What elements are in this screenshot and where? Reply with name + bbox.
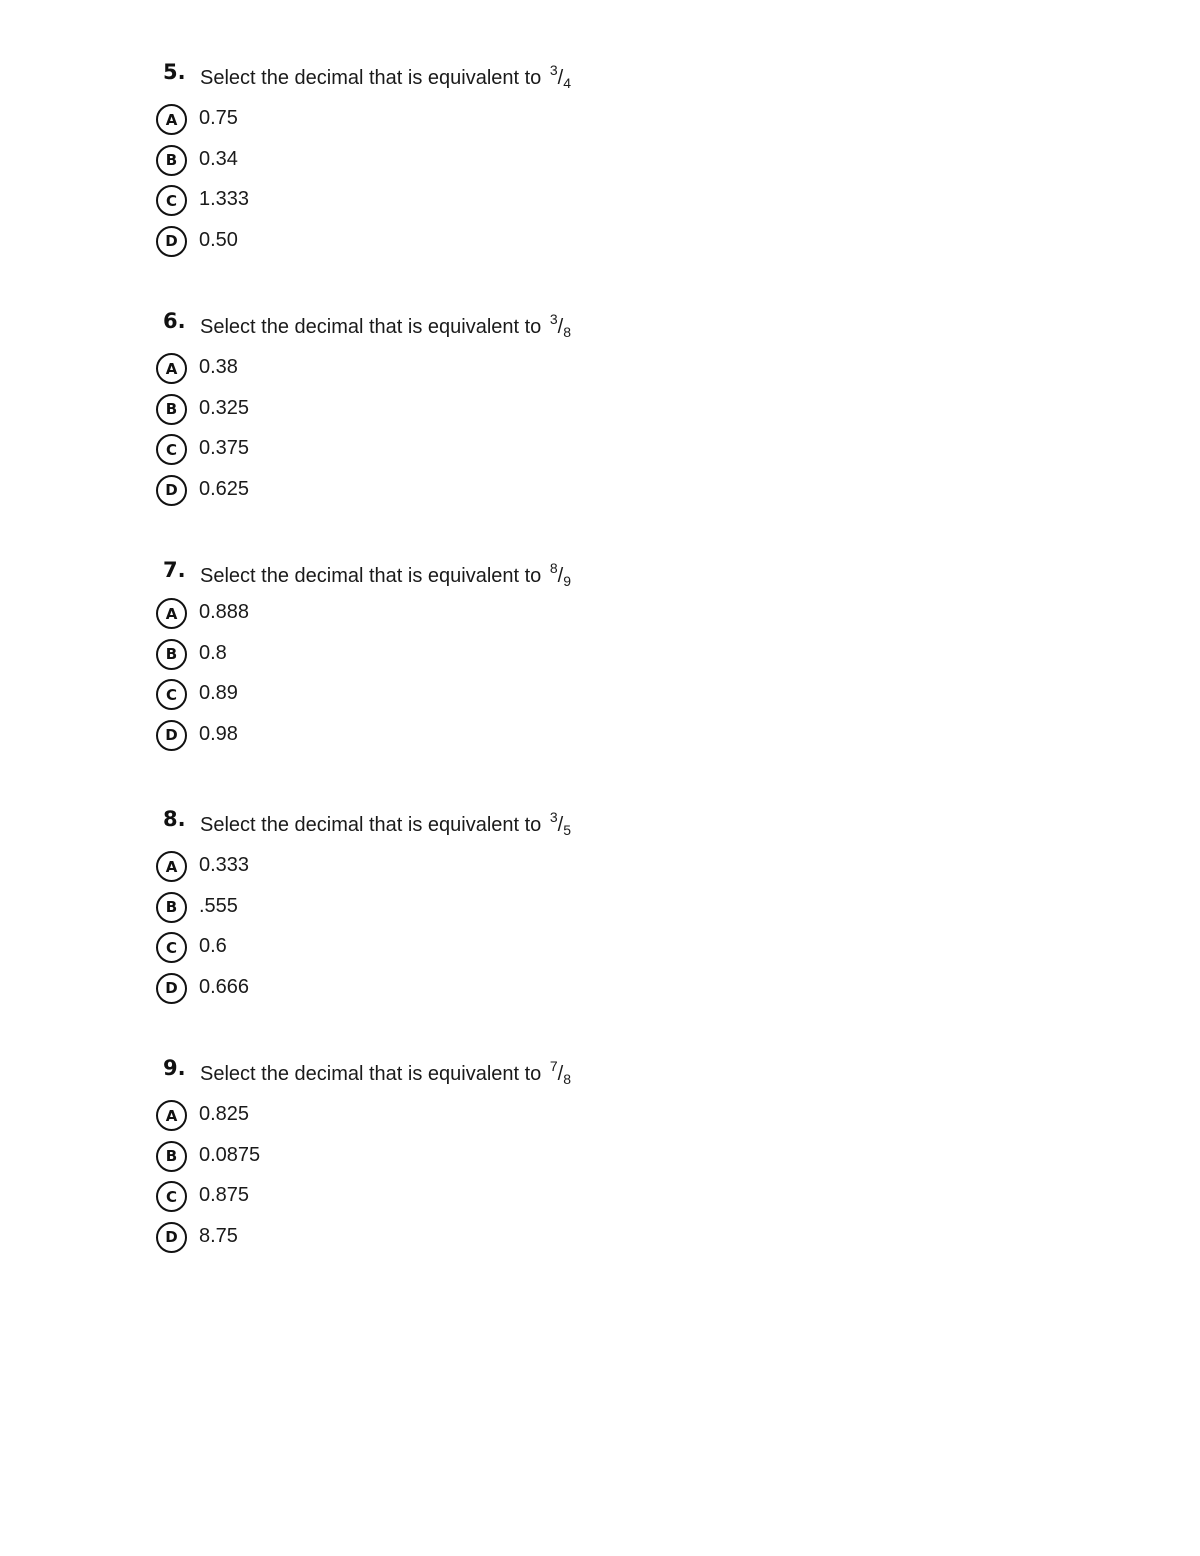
answer-options [156,104,556,266]
option-b[interactable] [156,1141,556,1182]
answer-bubble-c[interactable]: C [156,932,187,963]
option-text: 0.875 [199,1184,250,1207]
option-d[interactable] [156,226,556,267]
question-number: 7. [163,558,186,582]
fraction-slash: / [557,1063,564,1085]
answer-bubble-d[interactable]: D [156,226,187,257]
option-a[interactable] [156,353,556,394]
prompt-text: Select the decimal that is equivalent to [200,316,542,338]
fraction [547,311,572,340]
fraction-denominator: 8 [563,1071,572,1087]
option-b[interactable] [156,639,556,680]
question-7 [156,558,756,745]
option-text: 0.325 [199,396,250,419]
answer-bubble-d[interactable]: D [156,1222,187,1253]
option-c[interactable] [156,1181,556,1222]
option-text: 0.75 [199,107,238,129]
prompt-text: Select the decimal that is equivalent to [200,1063,542,1085]
answer-bubble-a[interactable]: A [156,851,187,882]
fraction-numerator: 3 [549,311,558,327]
option-text: 0.0875 [199,1143,261,1166]
option-a[interactable] [156,1100,556,1141]
option-text: 0.50 [199,228,238,251]
answer-bubble-c[interactable]: C [156,679,187,710]
fraction [547,62,572,91]
option-d[interactable] [156,1222,556,1263]
question-6 [156,309,756,500]
answer-options [156,353,556,515]
answer-options [156,851,556,1013]
fraction [547,560,572,589]
option-c[interactable] [156,679,556,720]
question-prompt [200,62,572,91]
option-c[interactable] [156,434,556,475]
option-c[interactable] [156,932,556,973]
answer-bubble-c[interactable]: C [156,1181,187,1212]
question-number: 6. [163,309,186,333]
fraction-slash: / [557,316,564,338]
option-text: 0.625 [199,477,250,500]
question-prompt [200,809,572,838]
option-text: 0.375 [199,437,250,460]
option-text: 0.89 [199,682,238,705]
question-number: 8. [163,807,186,831]
question-header [156,558,756,592]
prompt-text: Select the decimal that is equivalent to [200,67,542,89]
answer-bubble-b[interactable]: B [156,892,187,923]
option-text: 0.34 [199,147,238,170]
answer-bubble-d[interactable]: D [156,475,187,506]
question-header [156,1056,756,1090]
prompt-text: Select the decimal that is equivalent to [200,814,542,836]
option-text: 0.38 [199,356,238,378]
question-header [156,309,756,343]
fraction-numerator: 3 [549,809,558,825]
option-a[interactable] [156,104,556,145]
answer-bubble-a[interactable]: A [156,1100,187,1131]
fraction-denominator: 4 [563,75,572,91]
fraction-numerator: 3 [549,62,558,78]
answer-bubble-b[interactable]: B [156,394,187,425]
option-d[interactable] [156,720,556,761]
option-text: 0.825 [199,1103,250,1125]
option-text: 0.666 [199,975,250,998]
answer-bubble-d[interactable]: D [156,720,187,751]
question-8 [156,807,756,998]
fraction-slash: / [557,814,564,836]
fraction-slash: / [557,67,564,89]
option-text: 1.333 [199,188,250,211]
question-9 [156,1056,756,1247]
answer-options [156,1100,556,1262]
question-prompt [200,560,572,589]
answer-bubble-b[interactable]: B [156,1141,187,1172]
fraction-numerator: 7 [549,1058,558,1074]
answer-bubble-c[interactable]: C [156,185,187,216]
option-d[interactable] [156,973,556,1014]
answer-bubble-a[interactable]: A [156,353,187,384]
fraction [547,809,572,838]
fraction-denominator: 9 [563,573,572,589]
fraction-numerator: 8 [549,560,558,576]
answer-bubble-b[interactable]: B [156,639,187,670]
option-d[interactable] [156,475,556,516]
option-text: 0.333 [199,854,250,876]
answer-bubble-a[interactable]: A [156,598,187,629]
option-text: 0.6 [199,935,227,958]
fraction [547,1058,572,1087]
option-text: 8.75 [199,1224,238,1247]
answer-bubble-d[interactable]: D [156,973,187,1004]
option-b[interactable] [156,394,556,435]
question-number: 9. [163,1056,186,1080]
question-header [156,60,756,94]
answer-bubble-b[interactable]: B [156,145,187,176]
option-text: 0.888 [199,601,250,623]
answer-bubble-c[interactable]: C [156,434,187,465]
fraction-denominator: 5 [563,822,572,838]
prompt-text: Select the decimal that is equivalent to [200,565,542,587]
question-header [156,807,756,841]
answer-bubble-a[interactable]: A [156,104,187,135]
question-5 [156,60,756,251]
answer-options [156,598,556,760]
question-prompt [200,311,572,340]
option-text: 0.98 [199,722,238,745]
option-a[interactable] [156,851,556,892]
option-text: 0.8 [199,641,227,664]
option-a[interactable] [156,598,556,639]
question-prompt [200,1058,572,1087]
option-b[interactable] [156,892,556,933]
option-c[interactable] [156,185,556,226]
fraction-denominator: 8 [563,324,572,340]
option-text: .555 [199,894,238,917]
option-b[interactable] [156,145,556,186]
question-number: 5. [163,60,186,84]
fraction-slash: / [557,565,564,587]
